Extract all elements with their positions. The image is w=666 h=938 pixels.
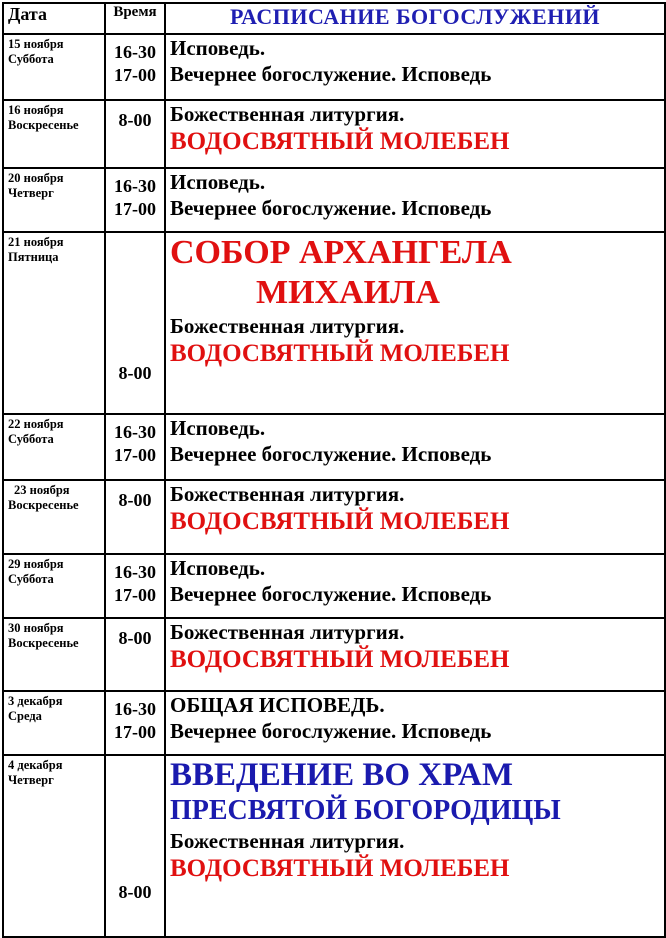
events-cell	[165, 691, 665, 755]
time-cell	[105, 618, 165, 691]
feast-title: ВВЕДЕНИЕ ВО ХРАМ	[170, 757, 514, 793]
time-text: 8-00	[118, 110, 152, 130]
time-cell	[105, 480, 165, 554]
weekday-text: Пятница	[8, 250, 59, 264]
weekday-text: Четверг	[8, 773, 54, 787]
weekday-text: Суббота	[8, 432, 54, 446]
schedule-table	[2, 2, 666, 938]
events-cell	[165, 480, 665, 554]
date-text: 22 ноября	[8, 417, 64, 431]
header-date: Дата	[3, 3, 105, 34]
event-line: Вечернее богослужение. Исповедь	[170, 442, 492, 466]
event-line: Вечернее богослужение. Исповедь	[170, 196, 492, 220]
time-text: 16-30	[114, 422, 156, 442]
table-row	[3, 691, 665, 755]
date-cell	[3, 554, 105, 618]
time-text: 17-00	[114, 445, 156, 465]
event-line: Вечернее богослужение. Исповедь	[170, 62, 492, 86]
event-line: Божественная литургия.	[170, 620, 405, 644]
time-cell	[105, 691, 165, 755]
date-text: 15 ноября	[8, 37, 64, 51]
feast-title: СОБОР АРХАНГЕЛА	[170, 234, 512, 271]
event-line: Божественная литургия.	[170, 314, 405, 338]
date-text: 29 ноября	[8, 557, 64, 571]
weekday-text: Четверг	[8, 186, 54, 200]
date-cell	[3, 168, 105, 232]
date-cell	[3, 755, 105, 937]
events-cell	[165, 168, 665, 232]
table-row	[3, 100, 665, 168]
time-text: 16-30	[114, 699, 156, 719]
feast-title: ПРЕСВЯТОЙ БОГОРОДИЦЫ	[170, 795, 561, 826]
table-row	[3, 480, 665, 554]
event-line-highlight: ВОДОСВЯТНЫЙ МОЛЕБЕН	[170, 646, 510, 673]
event-line-highlight: ВОДОСВЯТНЫЙ МОЛЕБЕН	[170, 855, 510, 882]
date-cell	[3, 691, 105, 755]
weekday-text: Среда	[8, 709, 42, 723]
time-cell	[105, 414, 165, 480]
time-text: 17-00	[114, 585, 156, 605]
table-row	[3, 168, 665, 232]
events-cell	[165, 100, 665, 168]
weekday-text: Суббота	[8, 52, 54, 66]
header-time: Время	[105, 3, 165, 34]
event-line: Исповедь.	[170, 556, 266, 580]
events-cell	[165, 554, 665, 618]
date-cell	[3, 618, 105, 691]
date-text: 20 ноября	[8, 171, 64, 185]
table-row	[3, 618, 665, 691]
event-line: Исповедь.	[170, 170, 266, 194]
time-text: 17-00	[114, 65, 156, 85]
event-line: Божественная литургия.	[170, 102, 405, 126]
date-text: 23 ноября	[14, 483, 70, 497]
date-cell	[3, 414, 105, 480]
event-line: Божественная литургия.	[170, 829, 405, 853]
event-line: Вечернее богослужение. Исповедь	[170, 582, 492, 606]
date-cell	[3, 34, 105, 100]
events-cell	[165, 755, 665, 937]
event-line-highlight: ВОДОСВЯТНЫЙ МОЛЕБЕН	[170, 128, 510, 155]
date-text: 16 ноября	[8, 103, 64, 117]
weekday-text: Воскресенье	[8, 498, 79, 512]
time-text: 17-00	[114, 722, 156, 742]
time-cell	[105, 100, 165, 168]
date-text: 3 декабря	[8, 694, 63, 708]
time-text: 8-00	[118, 490, 152, 510]
date-text: 30 ноября	[8, 621, 64, 635]
time-cell	[105, 554, 165, 618]
feast-title: МИХАИЛА	[256, 274, 440, 311]
header-row	[3, 3, 665, 34]
table-row	[3, 232, 665, 414]
date-text: 21 ноября	[8, 235, 64, 249]
time-text: 8-00	[118, 628, 152, 648]
time-text: 16-30	[114, 176, 156, 196]
time-text: 17-00	[114, 199, 156, 219]
weekday-text: Суббота	[8, 572, 54, 586]
table-row	[3, 34, 665, 100]
time-cell	[105, 755, 165, 937]
time-text: 8-00	[118, 363, 152, 383]
events-cell	[165, 618, 665, 691]
date-cell	[3, 100, 105, 168]
time-text: 16-30	[114, 42, 156, 62]
date-cell	[3, 232, 105, 414]
events-cell	[165, 34, 665, 100]
events-cell	[165, 232, 665, 414]
weekday-text: Воскресенье	[8, 636, 79, 650]
event-line: Божественная литургия.	[170, 482, 405, 506]
weekday-text: Воскресенье	[8, 118, 79, 132]
event-line-highlight: ВОДОСВЯТНЫЙ МОЛЕБЕН	[170, 340, 510, 367]
table-row	[3, 554, 665, 618]
event-line-highlight: ВОДОСВЯТНЫЙ МОЛЕБЕН	[170, 508, 510, 535]
event-line: Исповедь.	[170, 36, 266, 60]
date-cell	[3, 480, 105, 554]
time-text: 8-00	[118, 882, 152, 902]
event-line: ОБЩАЯ ИСПОВЕДЬ.	[170, 693, 385, 717]
table-row	[3, 755, 665, 937]
time-cell	[105, 232, 165, 414]
time-cell	[105, 34, 165, 100]
date-text: 4 декабря	[8, 758, 63, 772]
table-row	[3, 414, 665, 480]
events-cell	[165, 414, 665, 480]
event-line: Вечернее богослужение. Исповедь	[170, 719, 492, 743]
time-text: 16-30	[114, 562, 156, 582]
time-cell	[105, 168, 165, 232]
event-line: Исповедь.	[170, 416, 266, 440]
page-title: РАСПИСАНИЕ БОГОСЛУЖЕНИЙ	[165, 3, 665, 34]
